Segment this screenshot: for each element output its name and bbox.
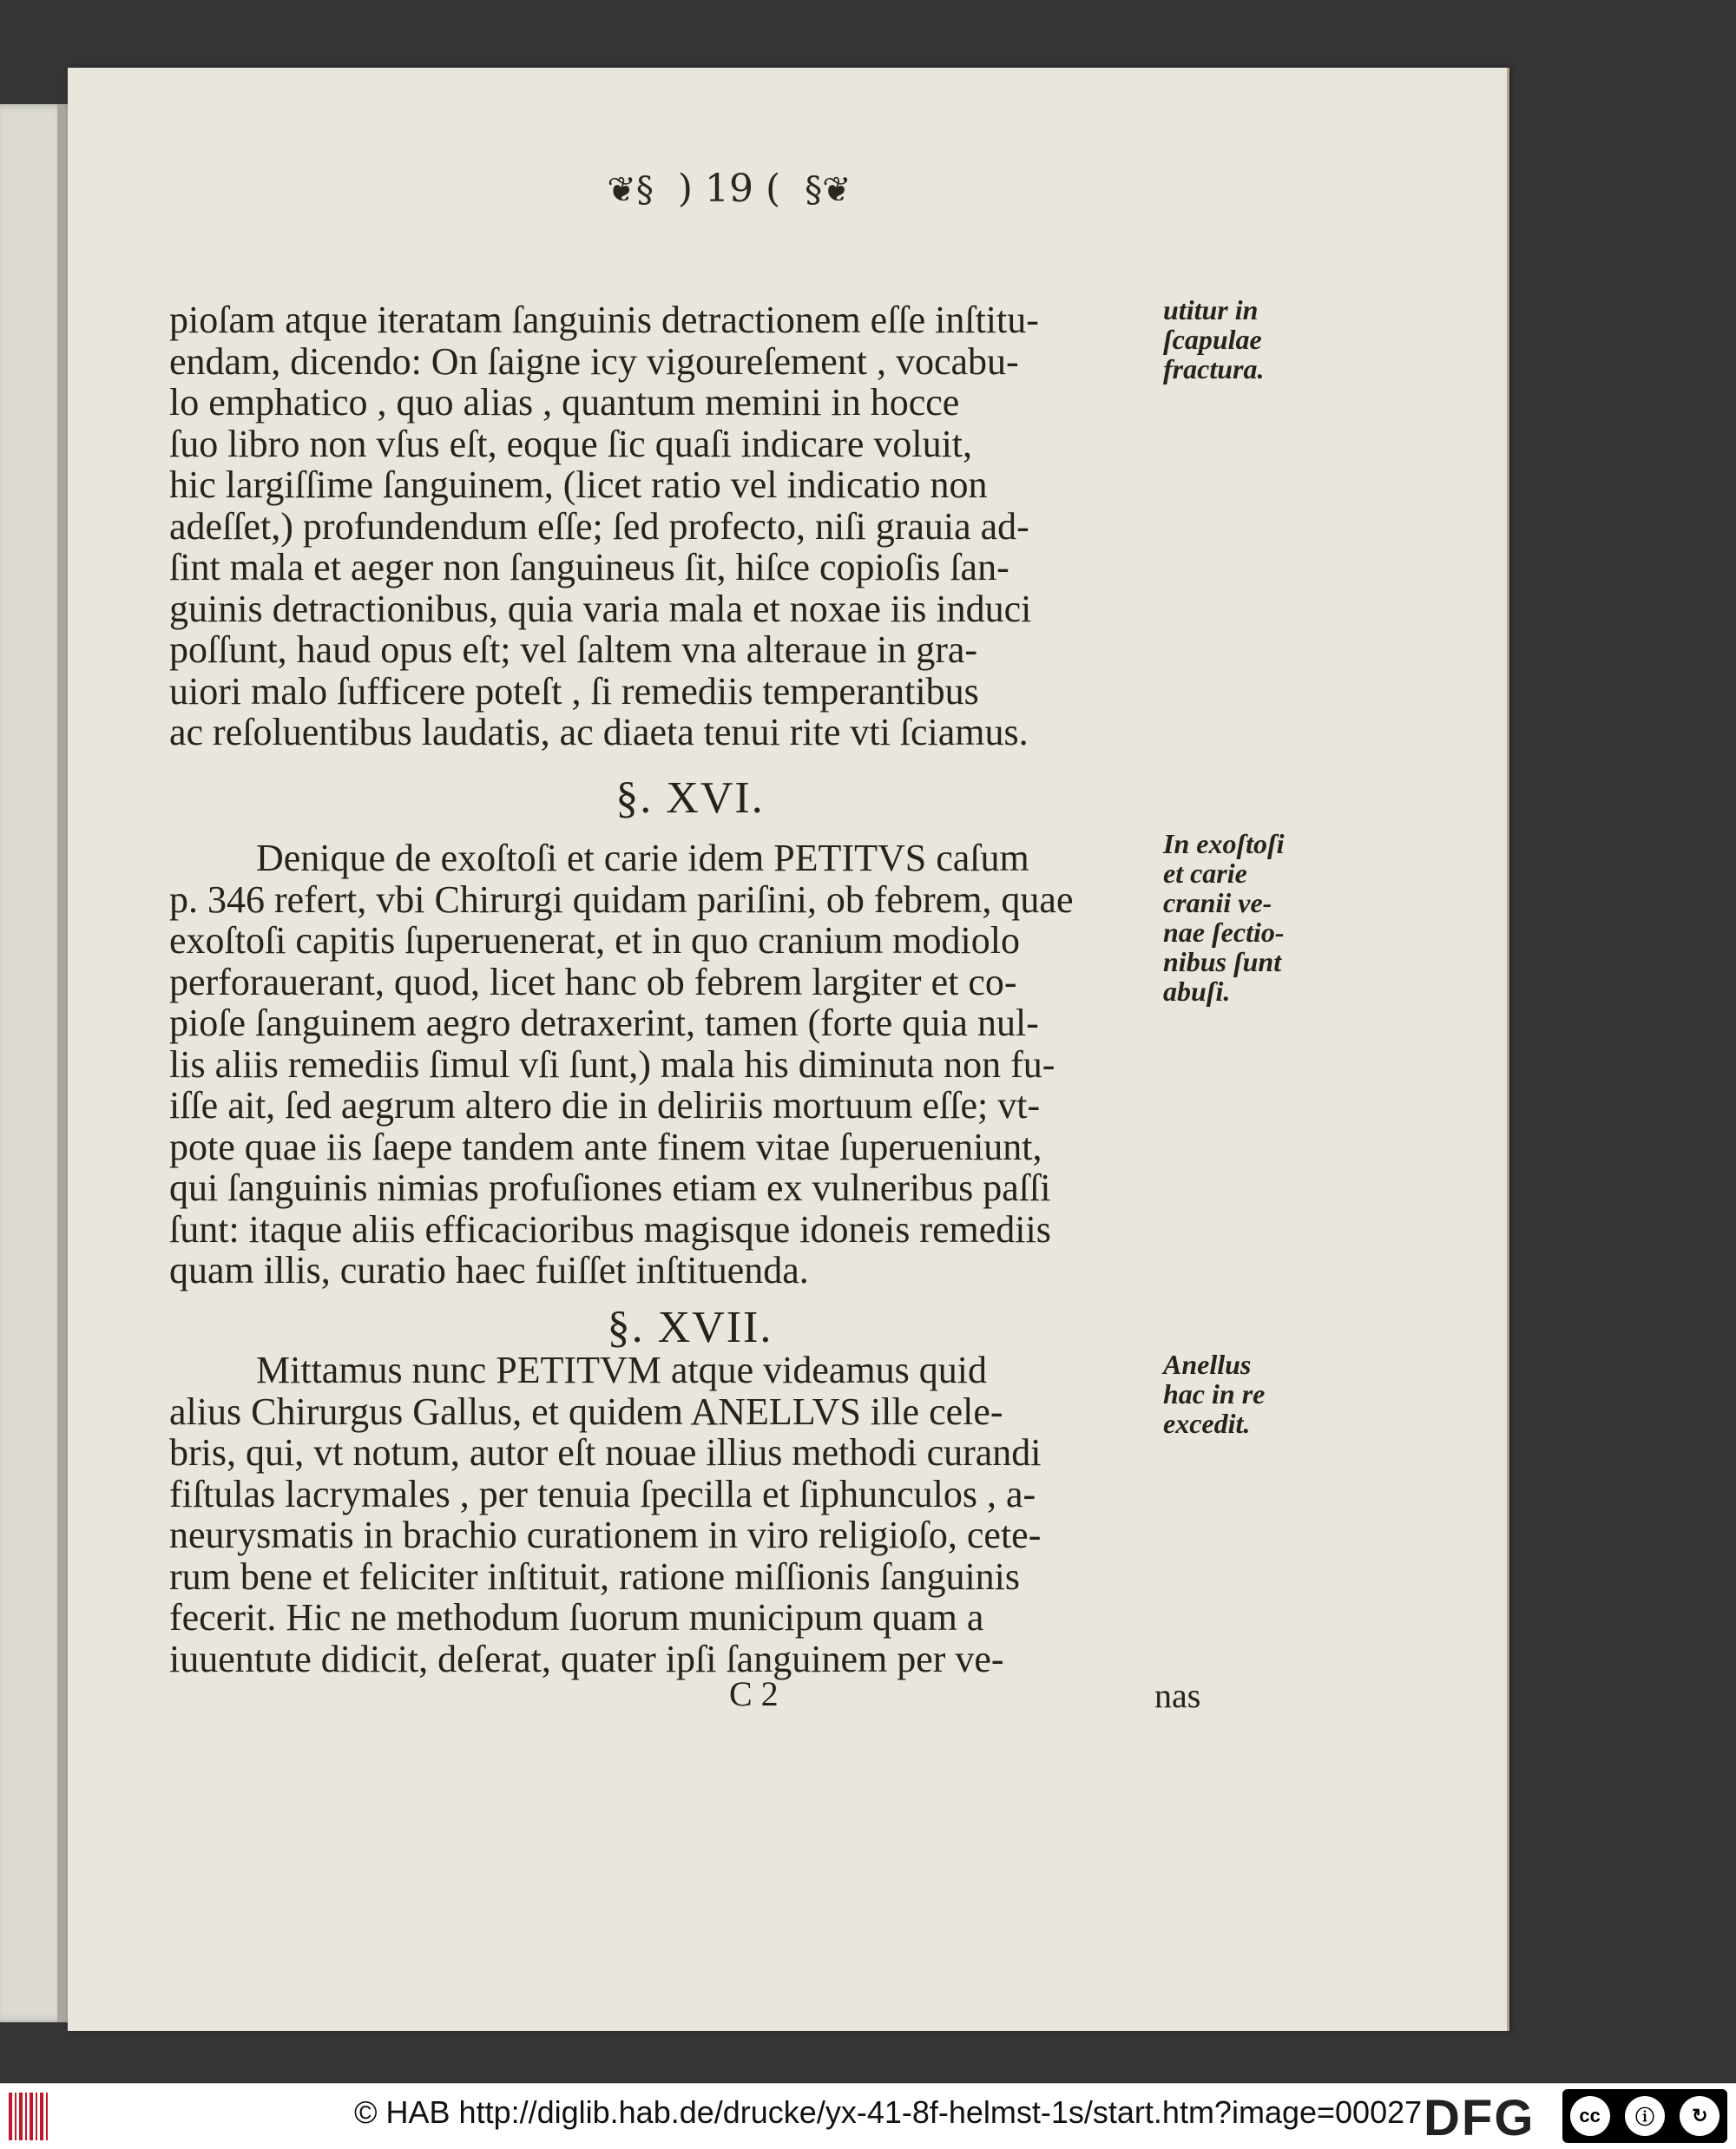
page-number: ) 19 (: [677, 167, 781, 211]
text-line: guinis detractionibus, quia varia mala et noxae iis induci: [169, 587, 1032, 630]
text-line: neurysmatis in brachio curationem in viro religioſo, cete-: [169, 1514, 1042, 1556]
section-heading-xvi: §. XVI.: [615, 773, 765, 823]
text-line: iſſe ait, ſed aegrum altero die in deliriis mortuum eſſe; vt-: [169, 1084, 1041, 1127]
text-line: hic largiſſime ſanguinem, (licet ratio vel indicatio non: [169, 463, 988, 506]
text-line: adeſſet,) profundendum eſſe; ſed profecto, niſi grauia ad-: [169, 504, 1029, 548]
text-line: poſſunt, haud opus eſt; vel ſaltem vna alteraue in gra-: [169, 628, 978, 671]
ornament-left: ❦§: [607, 170, 654, 210]
margin-line: ſcapulae: [1163, 324, 1262, 355]
margin-line: cranii ve-: [1163, 887, 1272, 918]
paragraph-1: [169, 299, 1211, 753]
text-line: pioſe ſanguinem aegro detraxerint, tamen (forte quia nul-: [169, 1002, 1039, 1044]
text-line: pote quae iis ſaepe tandem ante finem vitae ſuperueniunt,: [169, 1125, 1042, 1168]
text-line: ſuo libro non vſus eſt, eoque ſic quaſi indicare voluit,: [169, 422, 973, 465]
margin-line: et carie: [1163, 858, 1247, 889]
text-line: endam, dicendo: On ſaigne icy vigoureſement , vocabu-: [169, 339, 1019, 383]
margin-line: fractura.: [1163, 353, 1265, 384]
dfg-logo: DFG: [1424, 2090, 1535, 2146]
margin-line: In exoſtoſi: [1163, 828, 1285, 859]
text-line: exoſtoſi capitis ſuperuenerat, et in quo cranium modiolo: [169, 919, 1020, 962]
margin-line: abuſi.: [1163, 976, 1231, 1007]
margin-note-2: [1163, 829, 1337, 1006]
text-line: lo emphatico , quo alias , quantum memini in hocce: [169, 381, 960, 424]
ornament-right: §❦: [805, 170, 852, 210]
text-line: iuuentute didicit, deſerat, quater ipſi ſanguinem per ve-: [169, 1637, 1004, 1680]
text-line: lis aliis remediis ſimul vſi ſunt,) mala his diminuta non fu-: [169, 1042, 1055, 1086]
text-line: qui ſanguinis nimias profuſiones etiam ex vulneribus paſſi: [169, 1167, 1051, 1209]
text-line: ſint mala et aeger non ſanguineus ſit, hiſce copioſis ſan-: [169, 546, 1009, 588]
text-line: bris, qui, vt notum, autor eſt nouae illius methodi curandi: [169, 1431, 1042, 1474]
copyright-link[interactable]: © HAB http://diglib.hab.de/drucke/yx-41-8f-helmst-1s/start.htm?image=00027: [354, 2094, 1423, 2130]
margin-note-3: [1163, 1350, 1337, 1438]
text-line: Denique de exoſtoſi et carie idem PETITVS caſum: [256, 837, 1029, 879]
paragraph-3: [169, 1350, 1211, 1679]
signature-mark: C 2: [729, 1674, 779, 1713]
text-line: alius Chirurgus Gallus, et quidem ANELLVS ille cele-: [169, 1390, 1003, 1433]
text-line: ſunt: itaque aliis efficacioribus magisque idoneis remediis: [169, 1207, 1051, 1251]
text-line: rum bene et feliciter inſtituit, ratione miſſionis ſanguinis: [169, 1554, 1021, 1598]
by-icon: ⓘ: [1625, 2096, 1665, 2136]
text-line: Mittamus nunc PETITVM atque videamus quid: [256, 1349, 987, 1391]
text-line: ac reſoluentibus laudatis, ac diaeta tenui rite vti ſciamus.: [169, 711, 1029, 753]
cc-license-badge[interactable]: [1562, 2089, 1727, 2143]
text-line: fecerit. Hic ne methodum ſuorum municipum quam a: [169, 1596, 984, 1639]
paragraph-2: [169, 838, 1211, 1291]
margin-line: hac in re: [1163, 1378, 1266, 1410]
text-line: pioſam atque iteratam ſanguinis detractionem eſſe inſtitu-: [169, 299, 1039, 341]
margin-line: excedit.: [1163, 1408, 1251, 1439]
viewer-footer: [0, 2083, 1736, 2149]
margin-line: utitur in: [1163, 294, 1259, 325]
gutter-shadow: [57, 104, 68, 2022]
margin-line: nae ſectio-: [1163, 917, 1285, 948]
text-line: fiſtulas lacrymales , per tenuia ſpecilla et ſiphunculos , a-: [169, 1472, 1036, 1515]
cc-icon: cc: [1570, 2096, 1610, 2136]
margin-line: nibus ſunt: [1163, 946, 1282, 977]
text-line: quam illis, curatio haec fuiſſet inſtituenda.: [169, 1249, 809, 1291]
text-line: uiori malo ſufficere poteſt , ſi remediis temperantibus: [169, 669, 979, 713]
section-heading-xvii: §. XVII.: [607, 1303, 773, 1352]
catchword: nas: [1154, 1676, 1201, 1715]
hab-logo-icon: [9, 2093, 52, 2140]
text-line: p. 346 refert, vbi Chirurgi quidam pariſini, ob febrem, quae: [169, 877, 1074, 921]
sa-icon: ↻: [1680, 2096, 1720, 2136]
text-line: perforauerant, quod, licet hanc ob febrem largiter et co-: [169, 960, 1017, 1003]
page-header: [486, 167, 972, 211]
margin-line: Anellus: [1163, 1349, 1252, 1380]
margin-note-1: [1163, 295, 1337, 384]
